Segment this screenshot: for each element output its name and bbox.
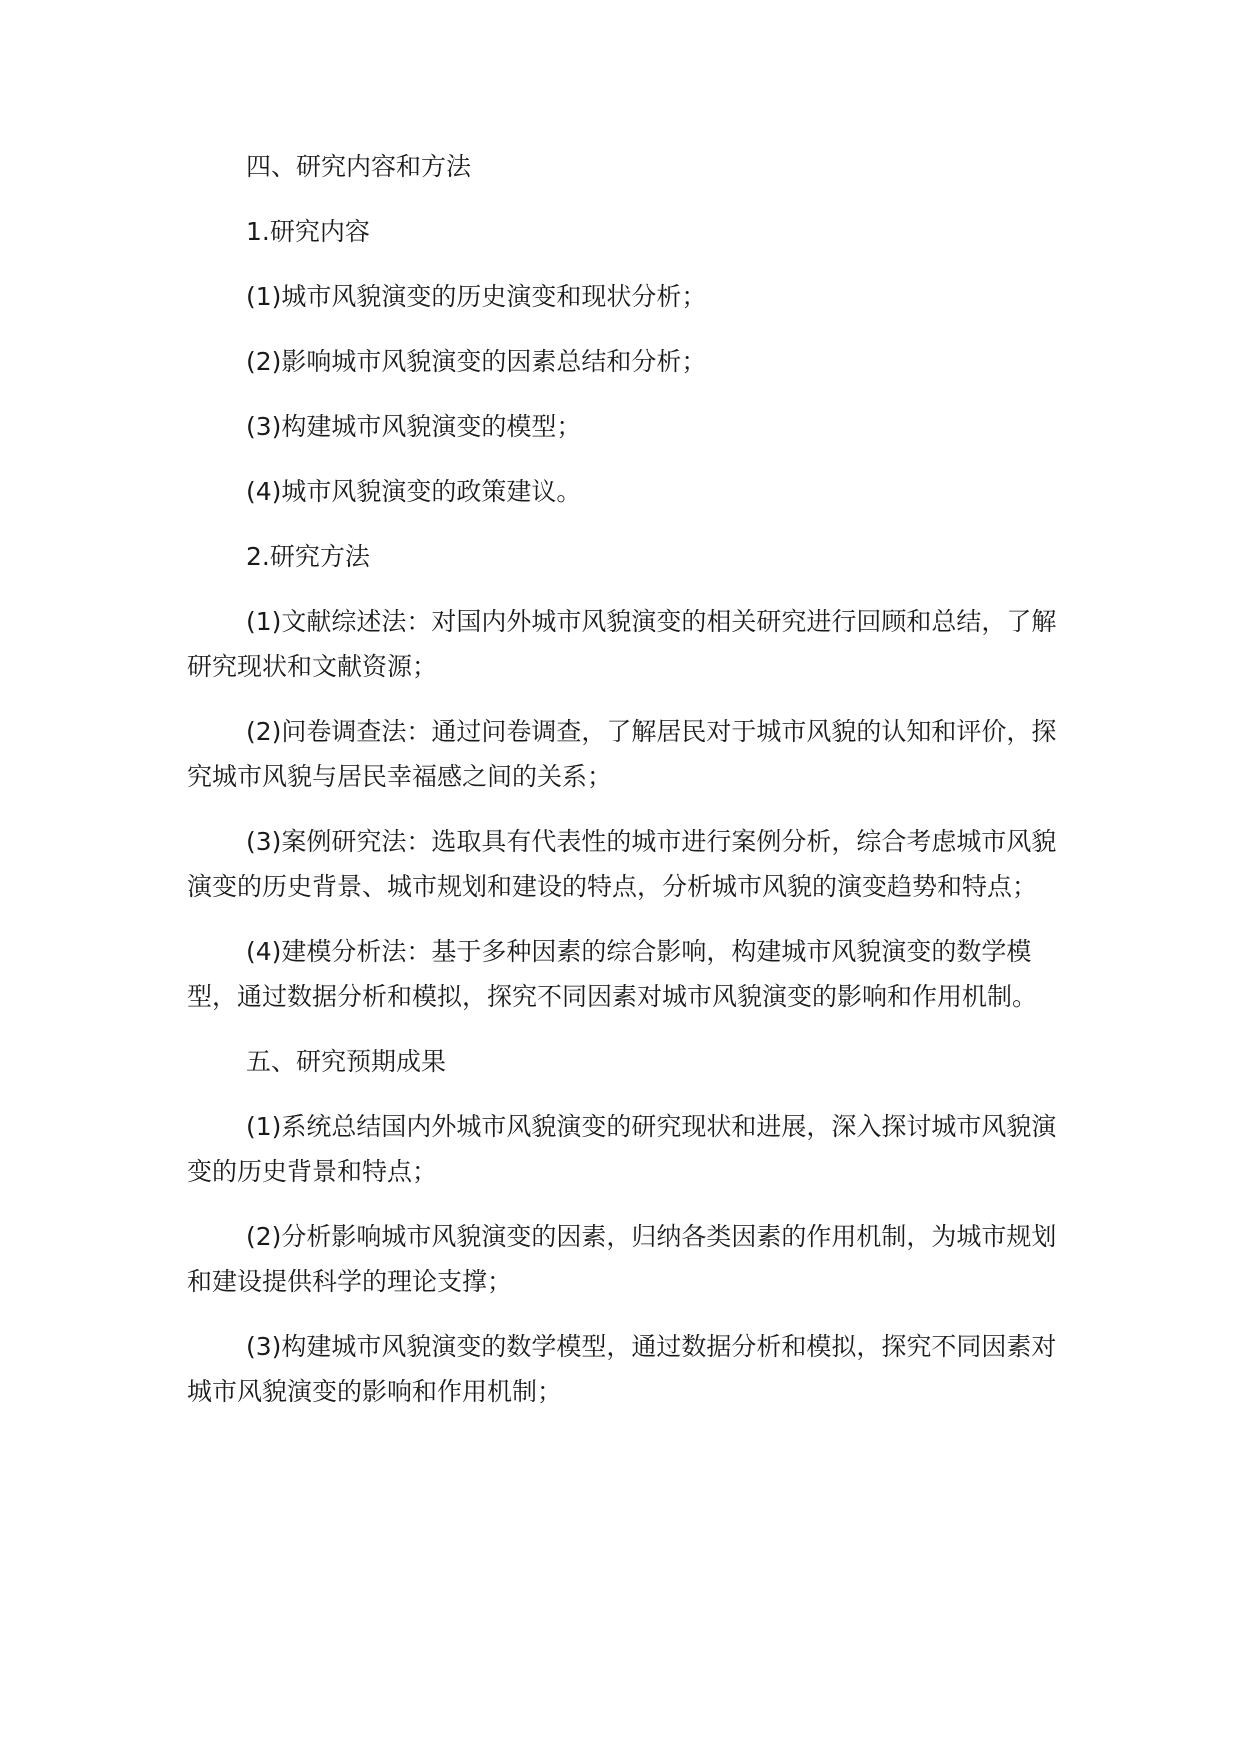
list-item: (4)建模分析法：基于多种因素的综合影响，构建城市风貌演变的数学模型，通过数据分析和模拟，探究不同因素对城市风貌演变的影响和作用机制。	[187, 937, 1038, 1011]
subsection-heading-research-content: 1.研究内容	[246, 217, 370, 246]
list-item: (2)分析影响城市风貌演变的因素，归纳各类因素的作用机制，为城市规划和建设提供科学的理论支撑；	[187, 1222, 1057, 1296]
list-item: (3)构建城市风貌演变的模型；	[246, 412, 582, 441]
section-heading-4: 四、研究内容和方法	[246, 152, 472, 181]
list-item: (3)构建城市风貌演变的数学模型，通过数据分析和模拟，探究不同因素对城市风貌演变的影响和作用机制；	[187, 1332, 1057, 1406]
document-body	[187, 144, 1067, 1434]
section-heading-5: 五、研究预期成果	[246, 1047, 447, 1076]
subsection-heading-research-methods: 2.研究方法	[246, 542, 370, 571]
list-item: (2)影响城市风貌演变的因素总结和分析；	[246, 347, 707, 376]
list-item: (1)城市风貌演变的历史演变和现状分析；	[246, 282, 707, 311]
list-item: (2)问卷调查法：通过问卷调查，了解居民对于城市风貌的认知和评价，探究城市风貌与居民幸福感之间的关系；	[187, 717, 1057, 791]
list-item: (4)城市风貌演变的政策建议。	[246, 477, 582, 506]
list-item: (3)案例研究法：选取具有代表性的城市进行案例分析，综合考虑城市风貌演变的历史背景、城市规划和建设的特点，分析城市风貌的演变趋势和特点；	[187, 827, 1057, 901]
list-item: (1)文献综述法：对国内外城市风貌演变的相关研究进行回顾和总结，了解研究现状和文献资源；	[187, 607, 1057, 681]
list-item: (1)系统总结国内外城市风貌演变的研究现状和进展，深入探讨城市风貌演变的历史背景和特点；	[187, 1112, 1057, 1186]
